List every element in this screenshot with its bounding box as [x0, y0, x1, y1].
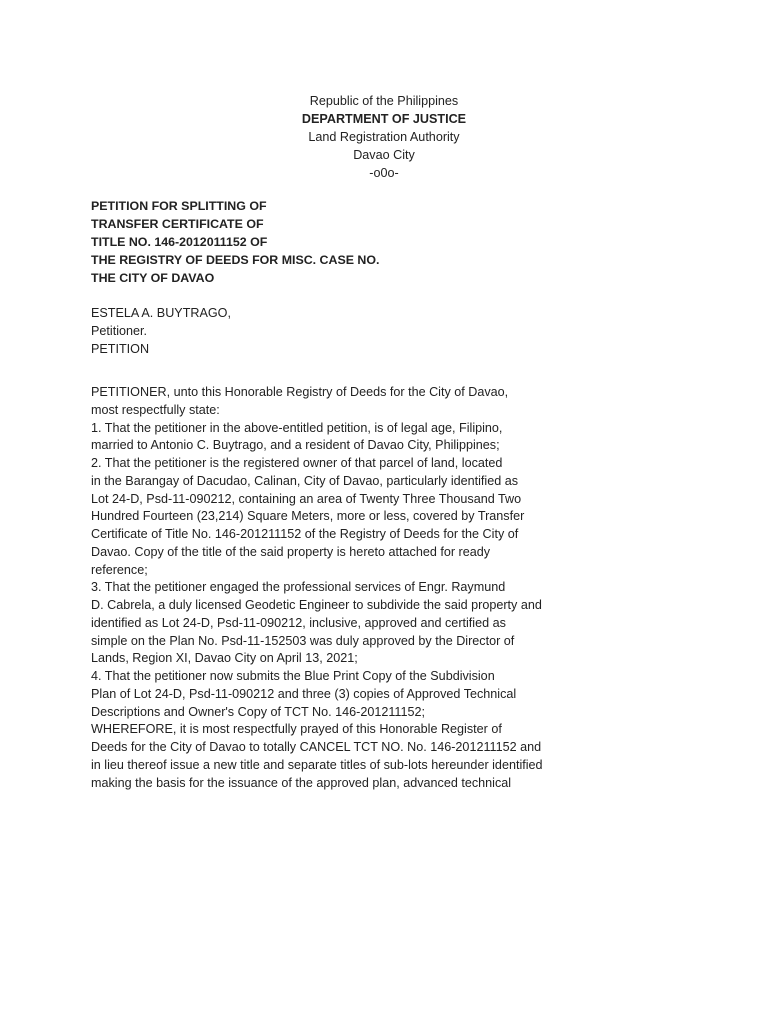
caption-line: TRANSFER CERTIFICATE OF — [91, 216, 264, 231]
header-department: DEPARTMENT OF JUSTICE — [301, 112, 467, 126]
body-line: reference; — [91, 562, 148, 577]
body-line: in the Barangay of Dacudao, Calinan, City of Davao, particularly identified as — [91, 473, 519, 488]
caption-line: PETITION FOR SPLITTING OF — [91, 199, 267, 213]
case-caption — [91, 198, 379, 288]
petitioner-role: Petitioner. — [91, 324, 148, 338]
body-line: Deeds for the City of Davao to totally CANCEL TCT NO. No. 146-201211152 and — [91, 740, 542, 754]
body-line: most respectfully state: — [91, 402, 220, 417]
header-republic: Republic of the Philippines — [309, 94, 459, 108]
body-line: 2. That the petitioner is the registered owner of that parcel of land, located — [91, 456, 503, 470]
body-line: 3. That the petitioner engaged the professional services of Engr. Raymund — [91, 580, 506, 595]
body-line: Hundred Fourteen (23,214) Square Meters, more or less, covered by Transfer — [91, 509, 525, 524]
caption-line: TITLE NO. 146-2012011152 OF — [91, 234, 268, 249]
body-line: in lieu thereof issue a new title and separate titles of sub-lots hereunder identified — [91, 757, 543, 772]
petition-body — [91, 384, 543, 792]
body-line: simple on the Plan No. Psd-11-152503 was duly approved by the Director of — [91, 633, 515, 648]
body-line: Lands, Region XI, Davao City on April 13, 2021; — [91, 651, 358, 666]
body-line: D. Cabrela, a duly licensed Geodetic Engineer to subdivide the said property and — [91, 598, 542, 612]
body-line: Lot 24-D, Psd-11-090212, containing an area of Twenty Three Thousand Two — [91, 491, 522, 506]
header-city: Davao City — [353, 148, 415, 162]
body-line: married to Antonio C. Buytrago, and a resident of Davao City, Philippines; — [91, 438, 500, 453]
body-line: 1. That the petitioner in the above-entitled petition, is of legal age, Filipino, — [91, 420, 503, 435]
body-line: Descriptions and Owner's Copy of TCT No. 146-201211152; — [91, 704, 425, 719]
caption-line: THE REGISTRY OF DEEDS FOR MISC. CASE NO. — [91, 252, 380, 267]
parties-block — [91, 304, 231, 358]
document-header — [0, 92, 768, 182]
body-line: Plan of Lot 24-D, Psd-11-090212 and three (3) copies of Approved Technical — [91, 686, 517, 701]
header-authority: Land Registration Authority — [308, 130, 460, 144]
body-line: making the basis for the issuance of the approved plan, advanced technical — [91, 775, 512, 790]
body-line: PETITIONER, unto this Honorable Registry of Deeds for the City of Davao, — [91, 385, 509, 399]
petitioner-name: ESTELA A. BUYTRAGO, — [91, 306, 231, 320]
body-line: Certificate of Title No. 146-201211152 of the Registry of Deeds for the City of — [91, 527, 519, 541]
caption-line: THE CITY OF DAVAO — [91, 270, 215, 285]
body-line: Davao. Copy of the title of the said property is hereto attached for ready — [91, 544, 491, 559]
header-separator: -o0o- — [369, 166, 399, 180]
body-line: WHEREFORE, it is most respectfully prayed of this Honorable Register of — [91, 722, 502, 737]
body-line: identified as Lot 24-D, Psd-11-090212, inclusive, approved and certified as — [91, 615, 506, 630]
body-line: 4. That the petitioner now submits the Blue Print Copy of the Subdivision — [91, 669, 495, 683]
document-type: PETITION — [91, 342, 150, 356]
